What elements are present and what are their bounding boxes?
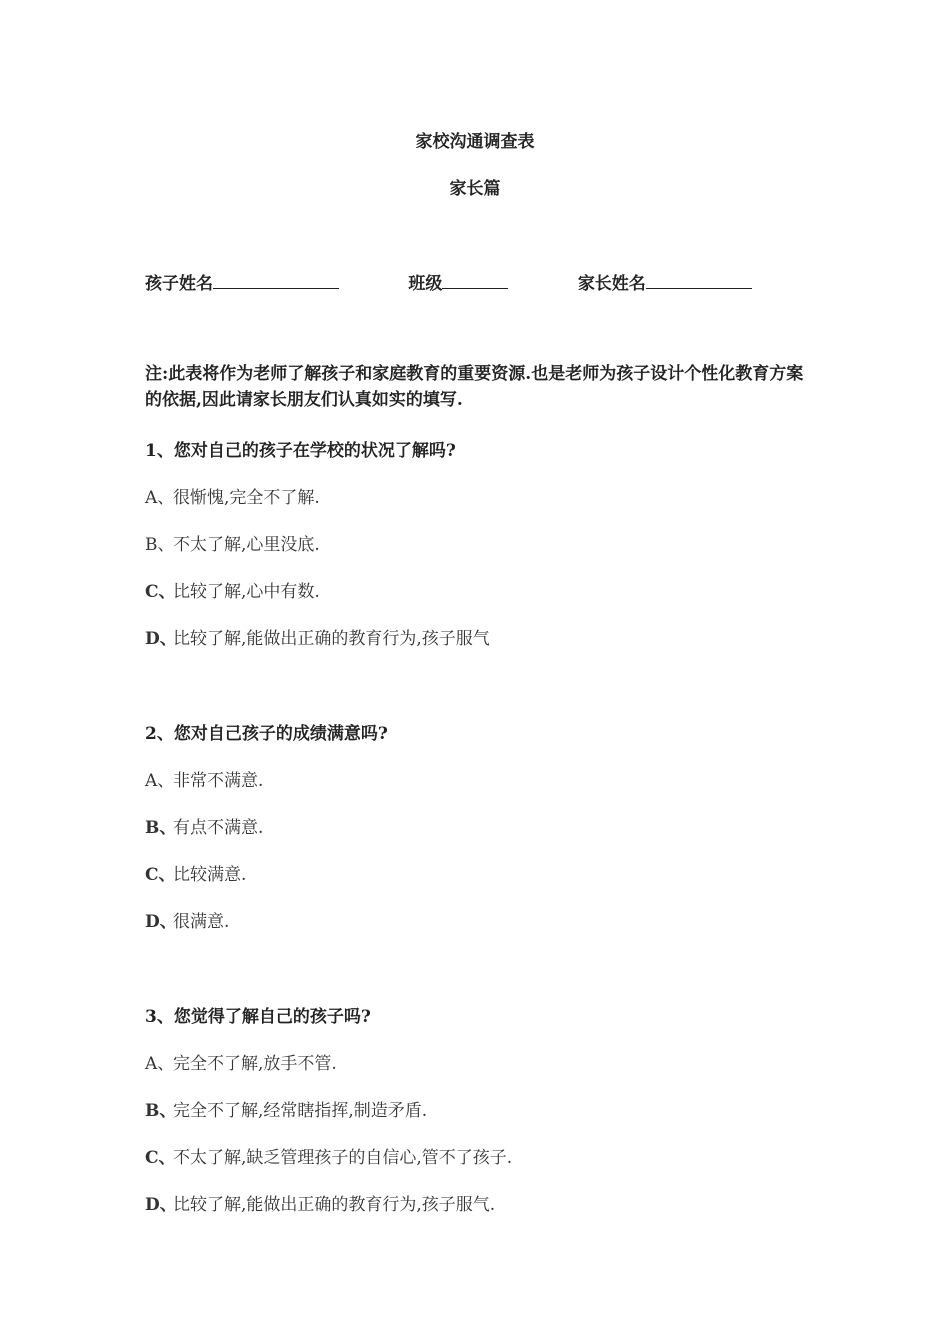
note-paragraph: 注:此表将作为老师了解孩子和家庭教育的重要资源.也是老师为孩子设计个性化教育方案的依据,因此请家长朋友们认真如实的填写.: [145, 364, 804, 410]
q2-option-c[interactable]: [145, 860, 246, 885]
option-text: 不太了解,心里没底.: [173, 535, 320, 555]
option-letter: B、: [145, 535, 175, 555]
option-letter: D、: [145, 629, 177, 649]
option-letter: B、: [145, 1101, 177, 1121]
option-text: 很惭愧,完全不了解.: [173, 488, 320, 508]
option-text: 比较了解,心中有数.: [173, 582, 320, 602]
option-letter: A、: [145, 771, 175, 791]
option-letter: C、: [145, 1148, 176, 1168]
parent-name-blank[interactable]: [646, 274, 752, 289]
option-letter: D、: [145, 1195, 177, 1215]
option-text: 完全不了解,经常瞎指挥,制造矛盾.: [173, 1101, 428, 1121]
class-blank[interactable]: [442, 274, 508, 289]
option-text: 不太了解,缺乏管理孩子的自信心,管不了孩子.: [173, 1148, 513, 1168]
q3-option-c[interactable]: [145, 1143, 512, 1168]
option-text: 完全不了解,放手不管.: [173, 1054, 337, 1074]
option-text: 比较满意.: [173, 865, 247, 885]
question-1: 1、您对自己的孩子在学校的状况了解吗?: [145, 441, 456, 461]
q2-option-d[interactable]: [145, 907, 229, 932]
q1-option-d[interactable]: [145, 624, 490, 649]
info-fields-row: [145, 269, 752, 294]
question-2: 2、您对自己孩子的成绩满意吗?: [145, 724, 388, 744]
q1-option-a[interactable]: [145, 483, 320, 508]
question-3: 3、您觉得了解自己的孩子吗?: [145, 1007, 371, 1027]
option-text: 比较了解,能做出正确的教育行为,孩子服气: [173, 629, 490, 649]
option-letter: C、: [145, 865, 176, 885]
q3-option-a[interactable]: [145, 1049, 337, 1074]
child-name-label: 孩子姓名: [145, 274, 213, 294]
option-text: 比较了解,能做出正确的教育行为,孩子服气.: [173, 1195, 496, 1215]
option-letter: C、: [145, 582, 176, 602]
class-label: 班级: [408, 274, 443, 294]
document-subtitle: 家长篇: [449, 179, 501, 199]
q2-option-b[interactable]: [145, 813, 263, 838]
option-text: 非常不满意.: [173, 771, 264, 791]
parent-name-label: 家长姓名: [577, 274, 646, 294]
q2-option-a[interactable]: [145, 766, 263, 791]
q3-option-d[interactable]: [145, 1190, 495, 1215]
option-letter: B、: [145, 818, 177, 838]
option-letter: D、: [145, 912, 177, 932]
option-text: 很满意.: [173, 912, 230, 932]
q1-option-b[interactable]: [145, 530, 320, 555]
option-letter: A、: [145, 488, 175, 508]
option-text: 有点不满意.: [173, 818, 264, 838]
document-title: 家校沟通调查表: [415, 132, 535, 152]
q3-option-b[interactable]: [145, 1096, 427, 1121]
option-letter: A、: [145, 1054, 175, 1074]
child-name-blank[interactable]: [213, 274, 339, 289]
q1-option-c[interactable]: [145, 577, 320, 602]
